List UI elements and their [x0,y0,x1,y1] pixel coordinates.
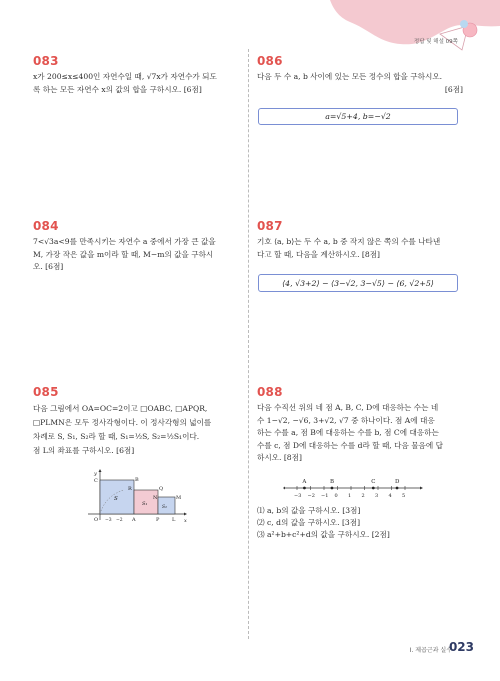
label-r: R [128,486,132,492]
problem-086 [257,54,463,96]
label-x: x [184,518,187,524]
problem-text: 기호 ⟨a, b⟩는 두 수 a, b 중 작지 않은 쪽의 수를 나타낸 다고 할 때, 다음을 계산하시오. [8점] [257,237,441,259]
point-label-d: D [395,479,400,485]
problem-number: 083 [33,54,59,68]
tick-label: 1 [348,493,352,499]
tick-label: −1 [321,493,329,499]
problem-085 [33,385,243,458]
label-a: A [132,517,136,523]
label-o: O [94,517,99,523]
right-arrow [420,487,423,490]
sub-questions-088 [257,505,467,541]
problem-083 [33,54,238,96]
problem-number: 084 [33,219,59,233]
sub-question-1: ⑴ a, b의 값을 구하시오. [3점] [257,506,361,515]
formula-box-086: a=√5+4, b=−√2 [258,108,458,125]
tick-label: −2 [307,493,315,499]
point-b [331,487,334,490]
point-c [372,487,375,490]
label-neg2: −2 [116,518,123,523]
tick-label: −3 [294,493,302,499]
problem-number: 087 [257,219,283,233]
label-s: S [114,496,118,502]
sub-question-2: ⑵ c, d의 값을 구하시오. [3점] [257,518,361,527]
tick-label: 5 [402,493,406,499]
problem-text: 다음 수직선 위의 네 점 A, B, C, D에 대응하는 수는 네 수 1−√2, −√6, 3+√2, √7 중 하나이다. 점 A에 대응 하는 수를 a, 점 B에 대응하는 수를 b, 점 C에 대응하는 수를 c, 점 D에 대응하는 수를 d라 할 때, 다음 물음에 답 하시오. [8점] [257,403,443,462]
problem-text: x가 200≤x≤400인 자연수일 때, √7x가 자연수가 되도 록 하는 모든 자연수 x의 값의 합을 구하시오. [6점] [33,72,217,94]
x-axis-arrow [184,513,187,516]
label-q: Q [159,486,164,492]
label-c: C [94,478,98,484]
label-s1: S₁ [142,501,148,507]
figure-085-coordinate-squares [80,468,190,526]
problem-number: 085 [33,385,59,399]
left-arrow [283,487,285,490]
label-p: P [156,517,160,523]
problem-087 [257,219,467,261]
sub-question-3: ⑶ a²+b+c²+d의 값을 구하시오. [2점] [257,530,390,539]
problem-text: 7<√3a<9를 만족시키는 자연수 a 중에서 가장 큰 값을 M, 가장 작은 값을 m이라 할 때, M−m의 값을 구하시 오. [6점] [33,237,216,271]
point-label-c: C [371,479,376,485]
problem-text: 다음 두 수 a, b 사이에 있는 모든 정수의 합을 구하시오. [6점] [257,72,463,94]
problem-084 [33,219,241,274]
label-n: N [153,495,158,501]
tick-label: 4 [388,493,392,499]
tick-label: 2 [361,493,365,499]
problem-text: 다음 그림에서 OA=OC=2이고 □OABC, □APQR, □PLMN은 모두 정사각형이다. 이 정사각형의 넓이를 차례로 S, S₁, S₂라 할 때, S₁=½S, S₂=½S₁이다. 점 L의 좌표를 구하시오. [6점] [33,404,212,455]
problem-number: 088 [257,385,283,399]
tick-label: 0 [334,493,338,499]
label-s2: S₂ [162,505,167,510]
label-b: B [135,477,139,483]
point-d [396,487,399,490]
label-l: L [172,517,176,523]
label-neg3: −3 [105,518,112,523]
point-a [303,487,306,490]
page-number: 023 [448,640,474,654]
point-label-a: A [302,479,307,485]
y-axis-arrow [99,469,102,472]
label-y: y [94,471,97,477]
point-label-b: B [329,479,335,485]
header-decoration [0,0,500,60]
section-label: 정답 및 해설 09쪽 [413,39,458,45]
chapter-label: I. 제곱근과 실수 [409,647,452,654]
problem-088 [257,385,469,465]
label-m: M [176,495,182,501]
formula-box-087: ⟨4, √3+2⟩ − ⟨3−√2, 3−√5⟩ − ⟨6, √2+5⟩ [258,274,458,292]
column-divider [248,49,249,639]
number-line-088 [283,474,423,500]
tick-label: 3 [375,493,379,499]
problem-number: 086 [257,54,283,68]
